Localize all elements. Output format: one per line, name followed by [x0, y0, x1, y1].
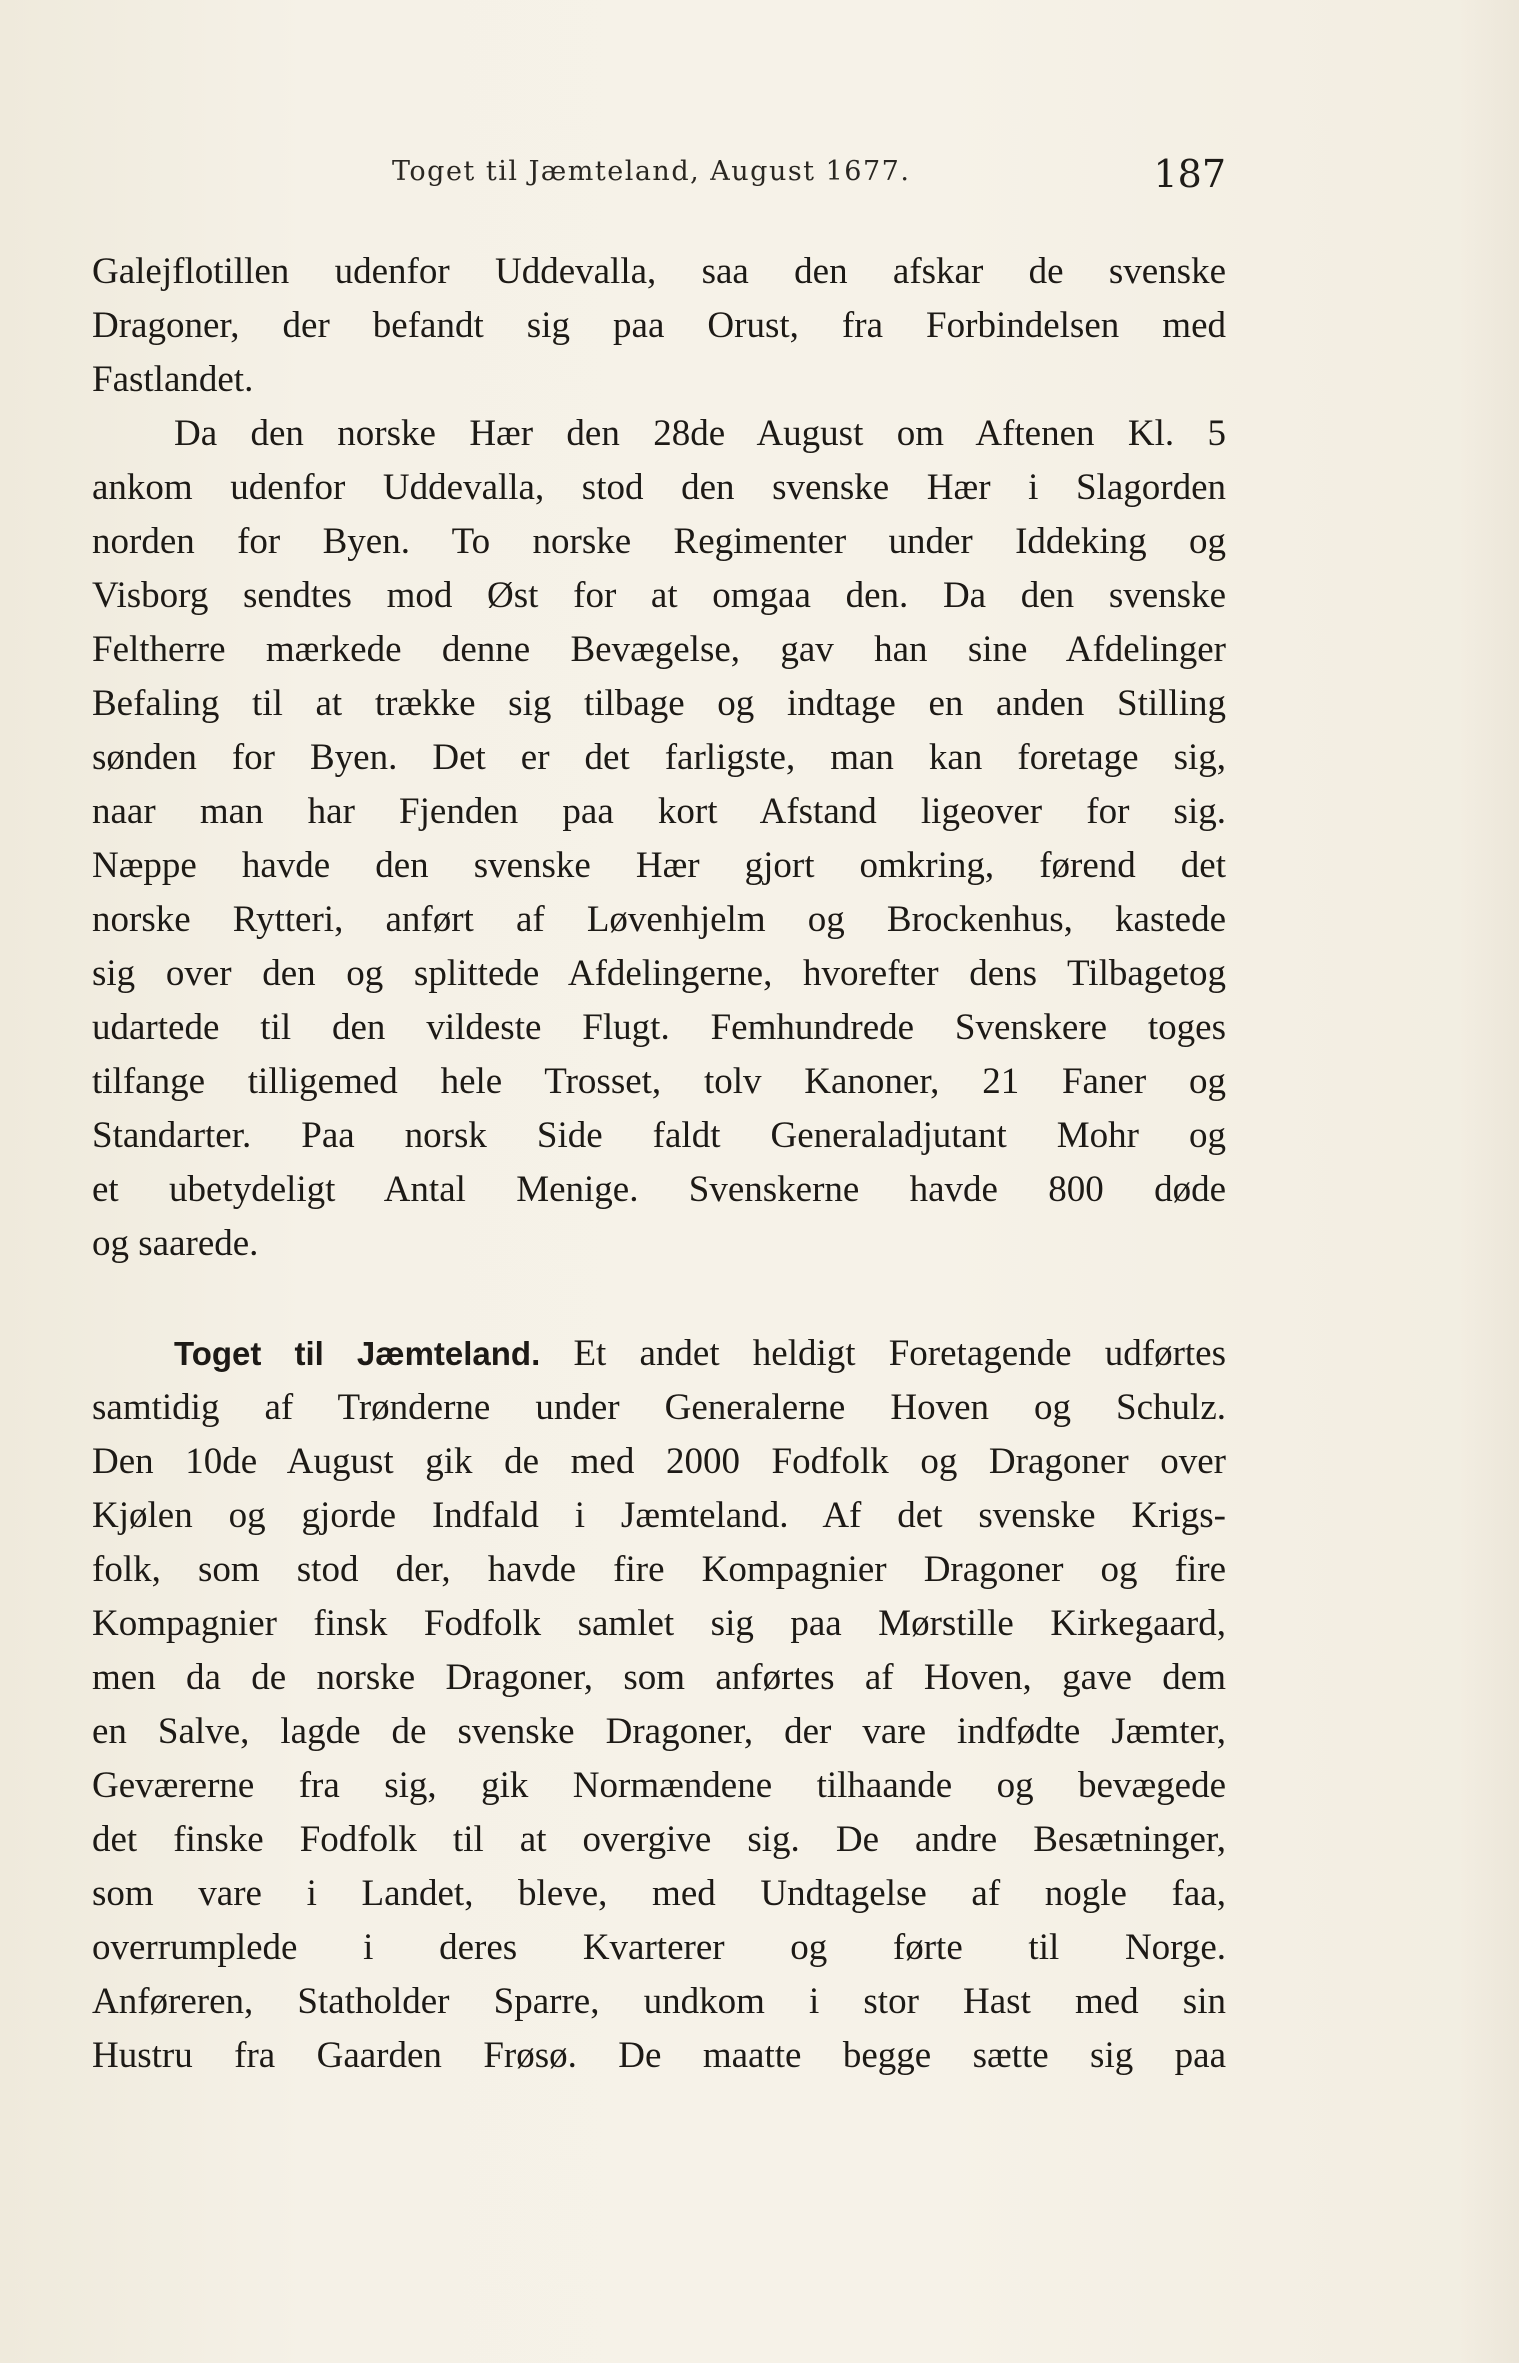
section-gap [92, 1271, 1226, 1327]
text-line: Galejflotillen udenfor Uddevalla, saa den afskar de svenske [92, 251, 1226, 292]
section-heading: Toget til Jæmteland. [174, 1335, 541, 1372]
text-run: Et andet heldigt Foretagende udførtes [573, 1333, 1226, 1374]
text-line: Kjølen og gjorde Indfald i Jæmteland. Af det svenske Krigs- [92, 1495, 1226, 1536]
text-line: Fastlandet. [92, 359, 254, 400]
text-line: Kompagnier finsk Fodfolk samlet sig paa Mørstille Kirkegaard, [92, 1603, 1226, 1644]
text-line: og saarede. [92, 1223, 259, 1264]
text-line: ankom udenfor Uddevalla, stod den svenske Hær i Slagorden [92, 467, 1226, 508]
text-line: men da de norske Dragoner, som anførtes af Hoven, gave dem [92, 1657, 1226, 1698]
text-line: sønden for Byen. Det er det farligste, man kan foretage sig, [92, 737, 1226, 778]
text-line: Næppe havde den svenske Hær gjort omkring, førend det [92, 845, 1226, 886]
text-line: Feltherre mærkede denne Bevægelse, gav han sine Afdelinger [92, 629, 1226, 670]
text-line [92, 1327, 1226, 1381]
text-line: sig over den og splittede Afdelingerne, hvorefter dens Tilbagetog [92, 953, 1226, 994]
text-line: norske Rytteri, anført af Løvenhjelm og Brockenhus, kastede [92, 899, 1226, 940]
text-line: naar man har Fjenden paa kort Afstand ligeover for sig. [92, 791, 1226, 832]
text-line: Standarter. Paa norsk Side faldt Generaladjutant Mohr og [92, 1115, 1226, 1156]
text-line: Hustru fra Gaarden Frøsø. De maatte begge sætte sig paa [92, 2035, 1226, 2076]
text-line: norden for Byen. To norske Regimenter under Iddeking og [92, 521, 1226, 562]
text-line: tilfange tilligemed hele Trosset, tolv Kanoner, 21 Faner og [92, 1061, 1226, 1102]
text-line: en Salve, lagde de svenske Dragoner, der vare indfødte Jæmter, [92, 1711, 1226, 1752]
running-head: Toget til Jæmteland, August 1677. [392, 156, 911, 187]
text-line: Dragoner, der befandt sig paa Orust, fra Forbindelsen med [92, 305, 1226, 346]
text-line: Da den norske Hær den 28de August om Aftenen Kl. 5 [174, 413, 1226, 454]
text-line: Den 10de August gik de med 2000 Fodfolk og Dragoner over [92, 1441, 1226, 1482]
text-line: udartede til den vildeste Flugt. Femhundrede Svenskere toges [92, 1007, 1226, 1048]
text-line: Anføreren, Statholder Sparre, undkom i stor Hast med sin [92, 1981, 1226, 2022]
text-line: Geværerne fra sig, gik Normændene tilhaande og bevægede [92, 1765, 1226, 1806]
page-number: 187 [1153, 152, 1226, 196]
body-text [92, 245, 1226, 2083]
text-line: folk, som stod der, havde fire Kompagnier Dragoner og fire [92, 1549, 1226, 1590]
text-line: overrumplede i deres Kvarterer og førte til Norge. [92, 1927, 1226, 1968]
page-edge-shade [1459, 0, 1519, 2363]
text-line: det finske Fodfolk til at overgive sig. De andre Besætninger, [92, 1819, 1226, 1860]
page-header [92, 148, 1226, 208]
text-line: som vare i Landet, bleve, med Undtagelse af nogle faa, [92, 1873, 1226, 1914]
text-line: Visborg sendtes mod Øst for at omgaa den. Da den svenske [92, 575, 1226, 616]
text-line: samtidig af Trønderne under Generalerne Hoven og Schulz. [92, 1387, 1226, 1428]
text-line: Befaling til at trække sig tilbage og indtage en anden Stilling [92, 683, 1226, 724]
text-line: et ubetydeligt Antal Menige. Svenskerne havde 800 døde [92, 1169, 1226, 1210]
